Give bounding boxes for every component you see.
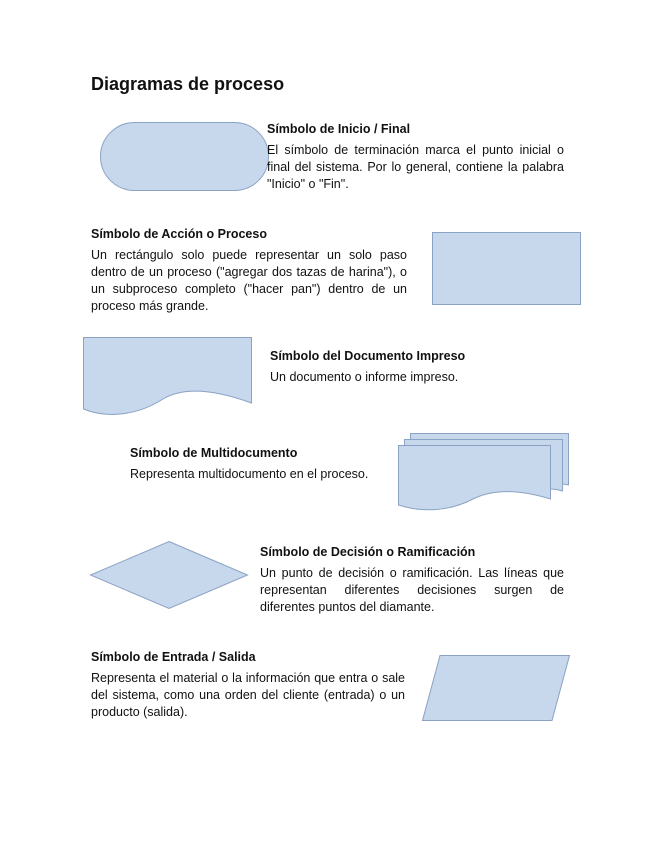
process-rectangle-shape <box>432 232 582 306</box>
multidocument-shape <box>398 433 570 515</box>
section-description: Un documento o informe impreso. <box>270 370 459 384</box>
section-decision <box>260 545 564 616</box>
section-input-output <box>91 650 405 721</box>
decision-diamond-shape <box>90 541 248 609</box>
section-description: Representa multidocumento en el proceso. <box>130 467 369 481</box>
section-document <box>270 349 570 386</box>
section-process <box>91 227 407 315</box>
input-output-parallelogram-shape <box>422 655 570 721</box>
page-title: Diagramas de proceso <box>91 74 285 94</box>
section-start-end <box>267 122 564 193</box>
section-title: Símbolo de Decisión o Ramificación <box>260 545 476 559</box>
section-multidocument <box>130 446 390 483</box>
section-title: Símbolo del Documento Impreso <box>270 349 466 363</box>
section-title: Símbolo de Entrada / Salida <box>91 650 256 664</box>
section-title: Símbolo de Multidocumento <box>130 446 298 460</box>
section-description: Un punto de decisión o ramificación. Las líneas que representan diferentes decisiones surgen de diferentes puntos del diamante. <box>260 566 564 614</box>
section-title: Símbolo de Acción o Proceso <box>91 227 267 241</box>
section-description: Representa el material o la información que entra o sale del sistema, como una orden del cliente (entrada) o un producto (salida). <box>91 671 405 719</box>
terminator-shape <box>100 122 270 192</box>
document-shape <box>83 337 253 419</box>
section-description: El símbolo de terminación marca el punto inicial o final del sistema. Por lo general, contiene la palabra "Inicio" o "Fin". <box>267 143 564 191</box>
section-title: Símbolo de Inicio / Final <box>267 122 411 136</box>
section-description: Un rectángulo solo puede representar un solo paso dentro de un proceso ("agregar dos tazas de harina"), o un subproceso completo ("hacer pan") dentro de un proceso más grande. <box>91 248 407 313</box>
